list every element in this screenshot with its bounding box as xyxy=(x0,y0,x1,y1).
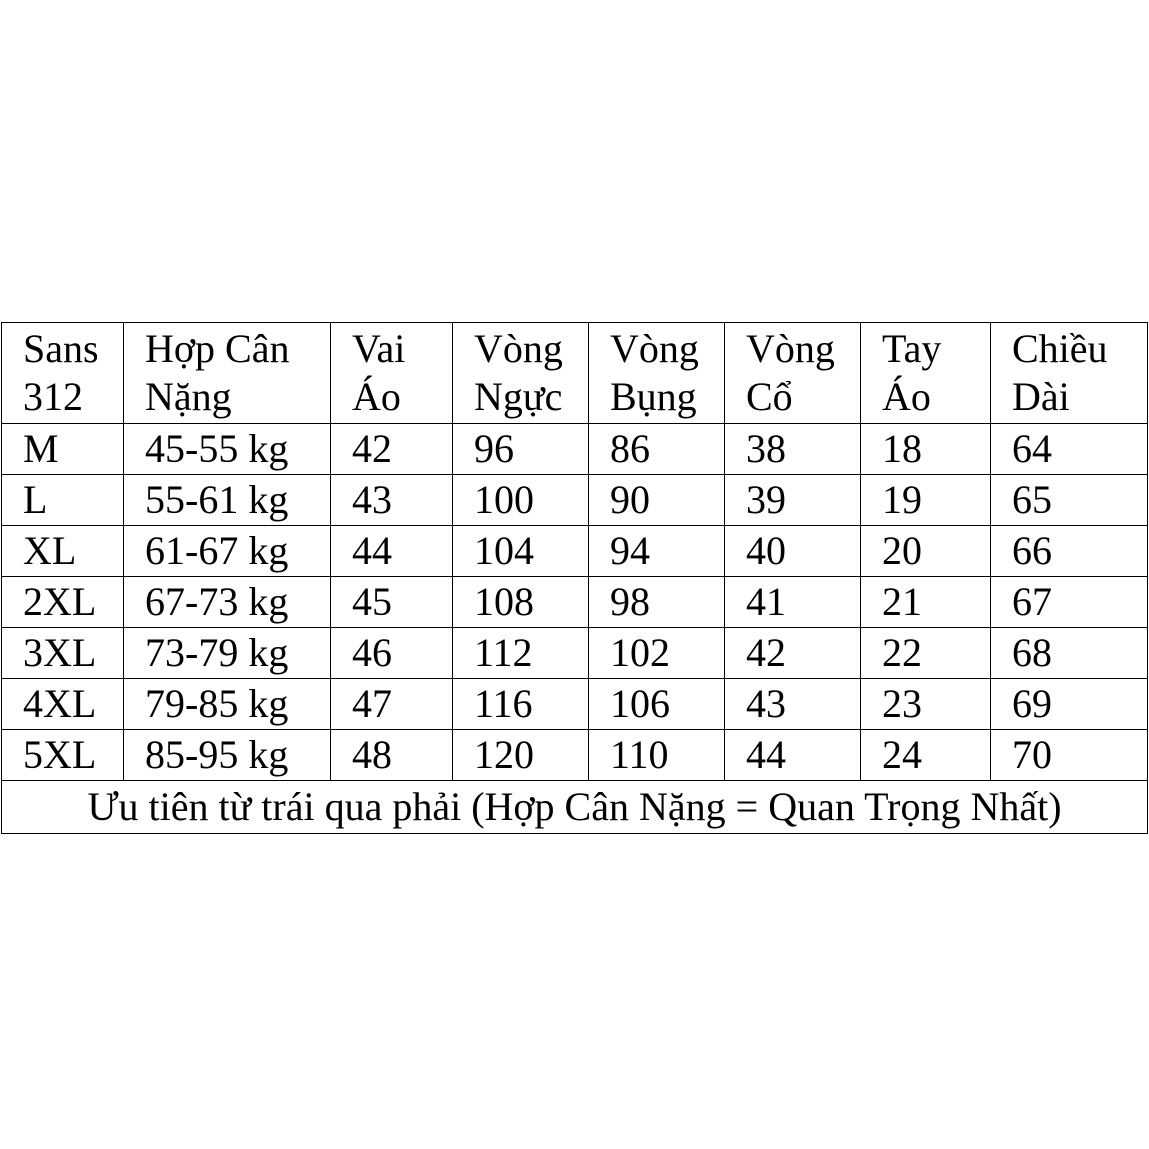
header-line: Chiều xyxy=(1012,326,1108,371)
table-cell-length: 65 xyxy=(991,475,1148,526)
header-line: Vai xyxy=(352,326,406,371)
header-line: Vòng xyxy=(474,326,563,371)
table-cell-neck: 40 xyxy=(725,526,861,577)
table-cell-waist: 90 xyxy=(589,475,725,526)
table-cell-weight: 61-67 kg xyxy=(124,526,331,577)
table-row xyxy=(2,424,1148,475)
table-row xyxy=(2,577,1148,628)
header-cell-shoulder xyxy=(331,323,453,424)
table-cell-sleeve: 19 xyxy=(861,475,991,526)
header-line: Hợp Cân xyxy=(145,326,290,371)
table-cell-sleeve: 23 xyxy=(861,679,991,730)
table-cell-chest: 108 xyxy=(453,577,589,628)
table-cell-weight: 67-73 kg xyxy=(124,577,331,628)
header-line: Vòng xyxy=(610,326,699,371)
table-cell-waist: 102 xyxy=(589,628,725,679)
table-cell-weight: 73-79 kg xyxy=(124,628,331,679)
header-line: 312 xyxy=(23,374,83,419)
table-cell-waist: 94 xyxy=(589,526,725,577)
table-row xyxy=(2,730,1148,781)
table-cell-shoulder: 42 xyxy=(331,424,453,475)
table-cell-shoulder: 43 xyxy=(331,475,453,526)
table-cell-size: XL xyxy=(2,526,124,577)
table-cell-shoulder: 47 xyxy=(331,679,453,730)
header-line: Vòng xyxy=(746,326,835,371)
header-cell-weight xyxy=(124,323,331,424)
table-cell-weight: 55-61 kg xyxy=(124,475,331,526)
table-footer-row xyxy=(2,781,1148,834)
table-cell-size: L xyxy=(2,475,124,526)
header-line: Dài xyxy=(1012,374,1070,419)
table-cell-length: 68 xyxy=(991,628,1148,679)
table-cell-size: 4XL xyxy=(2,679,124,730)
header-cell-size-code xyxy=(2,323,124,424)
table-cell-chest: 120 xyxy=(453,730,589,781)
table-cell-sleeve: 20 xyxy=(861,526,991,577)
table-cell-weight: 85-95 kg xyxy=(124,730,331,781)
table-cell-neck: 42 xyxy=(725,628,861,679)
header-line: Áo xyxy=(882,374,931,419)
table-row xyxy=(2,679,1148,730)
table-cell-size: M xyxy=(2,424,124,475)
table-cell-neck: 41 xyxy=(725,577,861,628)
table-header-row xyxy=(2,323,1148,424)
table-cell-waist: 98 xyxy=(589,577,725,628)
table-cell-shoulder: 48 xyxy=(331,730,453,781)
table-cell-shoulder: 46 xyxy=(331,628,453,679)
table-row xyxy=(2,526,1148,577)
table-cell-size: 3XL xyxy=(2,628,124,679)
table-cell-size: 5XL xyxy=(2,730,124,781)
table-cell-neck: 38 xyxy=(725,424,861,475)
header-line: Nặng xyxy=(145,374,232,419)
table-cell-sleeve: 24 xyxy=(861,730,991,781)
table-footer-note: Ưu tiên từ trái qua phải (Hợp Cân Nặng = Quan Trọng Nhất) xyxy=(2,781,1148,834)
table-cell-sleeve: 22 xyxy=(861,628,991,679)
header-cell-sleeve xyxy=(861,323,991,424)
table-cell-weight: 45-55 kg xyxy=(124,424,331,475)
header-cell-chest xyxy=(453,323,589,424)
header-cell-length xyxy=(991,323,1148,424)
table-cell-shoulder: 45 xyxy=(331,577,453,628)
table-cell-chest: 96 xyxy=(453,424,589,475)
header-line: Bụng xyxy=(610,374,697,419)
table-row xyxy=(2,628,1148,679)
table-cell-neck: 39 xyxy=(725,475,861,526)
table-cell-shoulder: 44 xyxy=(331,526,453,577)
table-row xyxy=(2,475,1148,526)
header-cell-neck xyxy=(725,323,861,424)
table-cell-sleeve: 18 xyxy=(861,424,991,475)
header-line: Ngực xyxy=(474,374,563,419)
table-cell-chest: 104 xyxy=(453,526,589,577)
header-cell-waist xyxy=(589,323,725,424)
header-line: Sans xyxy=(23,326,99,371)
table-cell-length: 69 xyxy=(991,679,1148,730)
table-cell-waist: 110 xyxy=(589,730,725,781)
header-line: Cổ xyxy=(746,374,793,419)
table-cell-chest: 100 xyxy=(453,475,589,526)
size-chart-table xyxy=(1,322,1148,834)
table-cell-waist: 106 xyxy=(589,679,725,730)
table-cell-chest: 116 xyxy=(453,679,589,730)
table-cell-sleeve: 21 xyxy=(861,577,991,628)
header-line: Áo xyxy=(352,374,401,419)
table-cell-length: 67 xyxy=(991,577,1148,628)
table-cell-length: 64 xyxy=(991,424,1148,475)
table-cell-chest: 112 xyxy=(453,628,589,679)
header-line: Tay xyxy=(882,326,942,371)
table-cell-size: 2XL xyxy=(2,577,124,628)
table-cell-neck: 43 xyxy=(725,679,861,730)
table-cell-neck: 44 xyxy=(725,730,861,781)
table-cell-waist: 86 xyxy=(589,424,725,475)
table-cell-length: 66 xyxy=(991,526,1148,577)
table-cell-length: 70 xyxy=(991,730,1148,781)
table-cell-weight: 79-85 kg xyxy=(124,679,331,730)
